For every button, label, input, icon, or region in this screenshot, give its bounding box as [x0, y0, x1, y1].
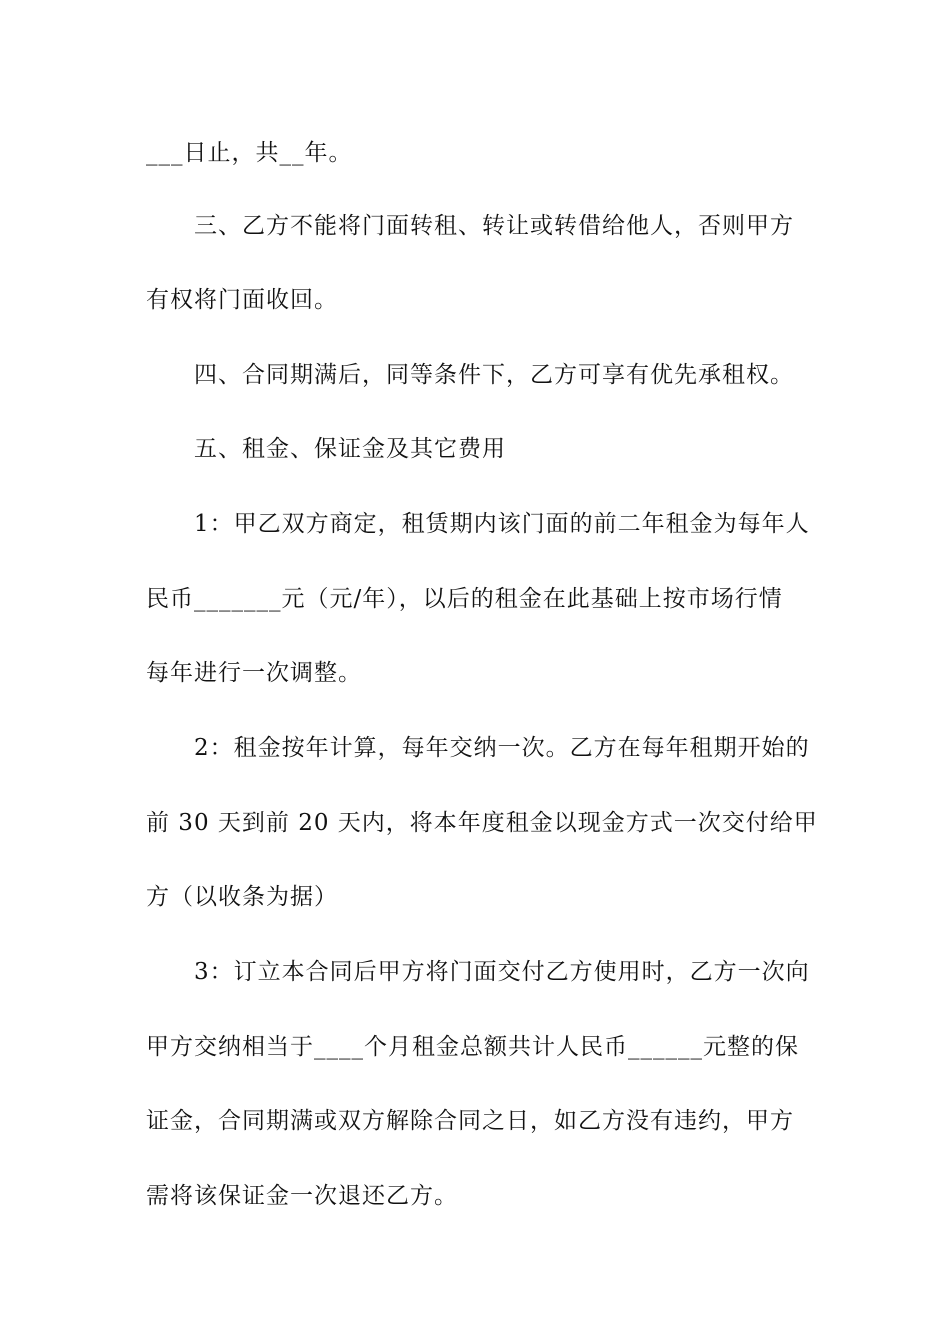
item-one-line-3: 每年进行一次调整。 — [146, 660, 362, 686]
clause-five-heading: 五、租金、保证金及其它费用 — [194, 436, 506, 462]
item-one-line-2: 民币_______元（元/年），以后的租金在此基础上按市场行情 — [146, 586, 783, 612]
item-three-line-1: 3：订立本合同后甲方将门面交付乙方使用时，乙方一次向 — [194, 959, 810, 985]
clause-four-line: 四、合同期满后，同等条件下，乙方可享有优先承租权。 — [194, 362, 794, 388]
item-two-line-1: 2：租金按年计算，每年交纳一次。乙方在每年租期开始的 — [194, 735, 810, 761]
item-two-line-2: 前 30 天到前 20 天内，将本年度租金以现金方式一次交付给甲 — [146, 810, 818, 836]
paragraph-line-term-end: ___日止，共__年。 — [146, 140, 353, 166]
item-three-line-4: 需将该保证金一次退还乙方。 — [146, 1183, 458, 1209]
item-three-line-2: 甲方交纳相当于____个月租金总额共计人民币______元整的保 — [146, 1034, 799, 1060]
item-one-line-1: 1：甲乙双方商定，租赁期内该门面的前二年租金为每年人 — [194, 511, 810, 537]
item-three-line-3: 证金，合同期满或双方解除合同之日，如乙方没有违约，甲方 — [146, 1108, 794, 1134]
clause-three-line-2: 有权将门面收回。 — [146, 287, 338, 313]
item-two-line-3: 方（以收条为据） — [146, 884, 338, 910]
clause-three-line-1: 三、乙方不能将门面转租、转让或转借给他人，否则甲方 — [194, 213, 794, 239]
